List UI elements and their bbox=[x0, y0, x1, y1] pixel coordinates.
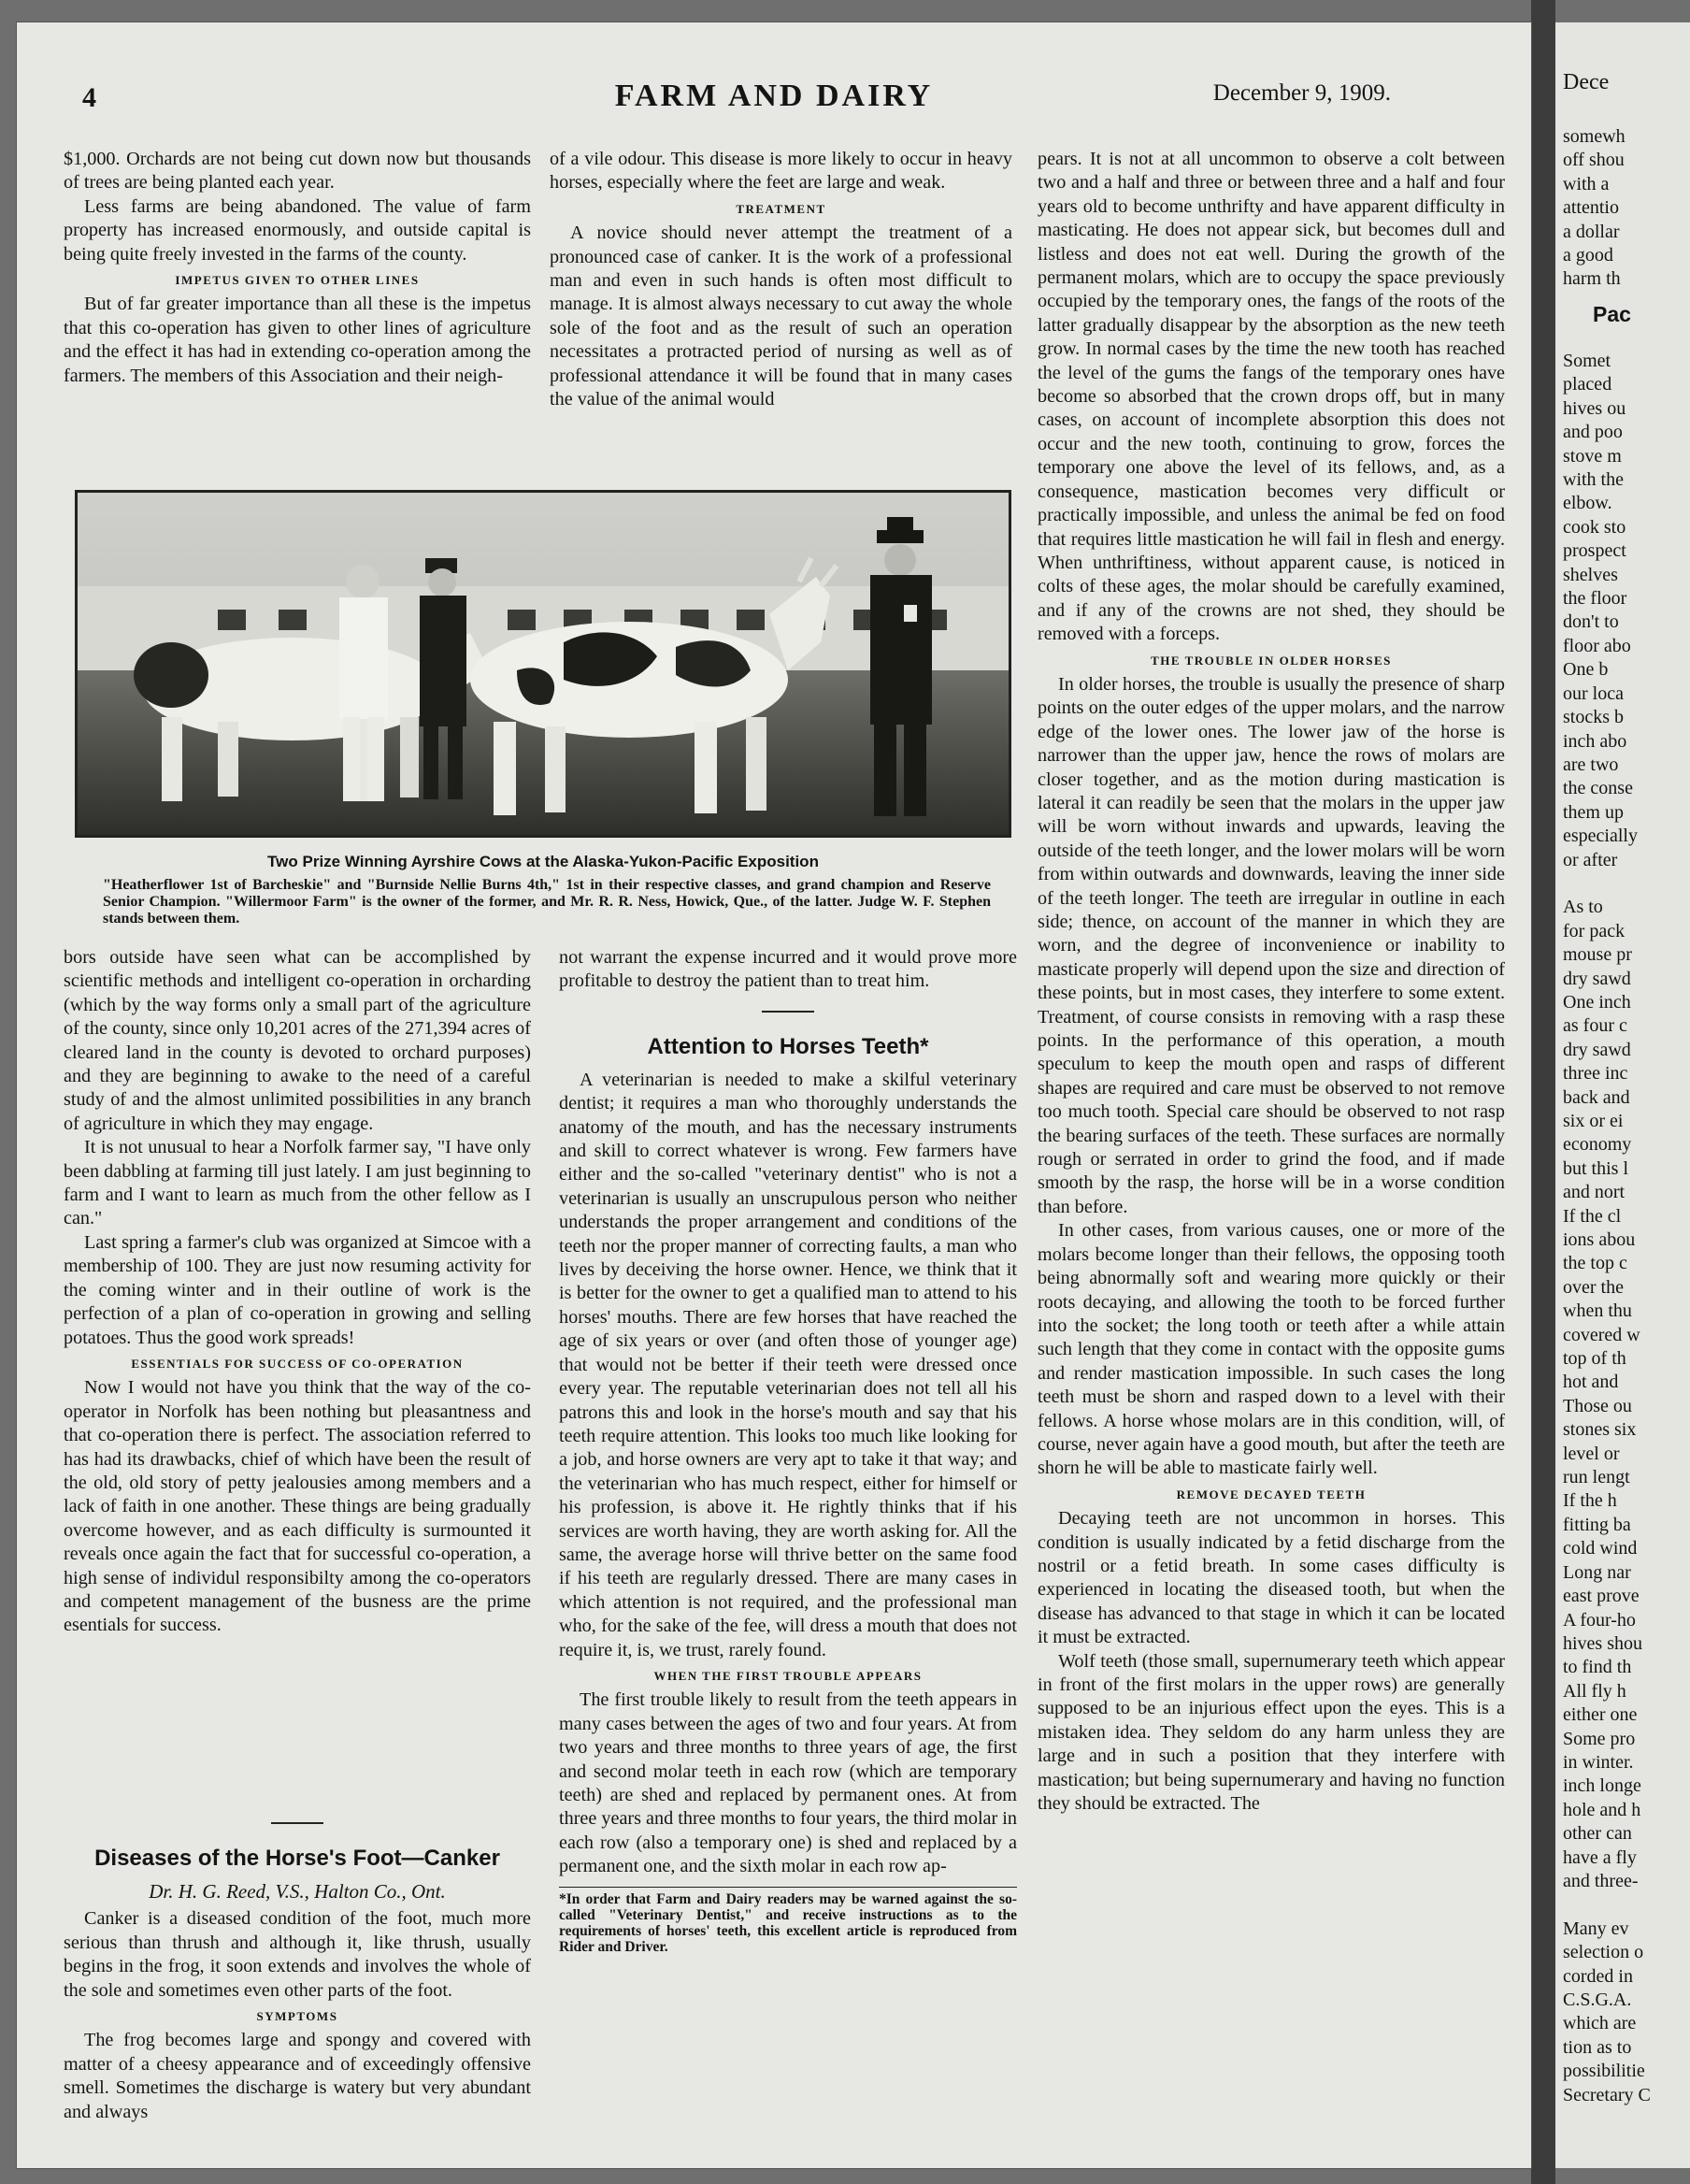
text-line: for pack bbox=[1563, 920, 1626, 941]
text-line: and three- bbox=[1563, 1870, 1639, 1891]
text-line: placed bbox=[1563, 374, 1612, 395]
issue-date: December 9, 1909. bbox=[1212, 80, 1391, 106]
paragraph: Decaying teeth are not uncommon in horses. This condition is usually indicated by a fetid discharge from the nostril or a fetid breath. In some cases difficulty is experienced in locating the diseased tooth, but when the disease has advanced to that stage in which it can be located it must be extracted. bbox=[1038, 1508, 1505, 1648]
text-line: economy bbox=[1563, 1134, 1632, 1156]
text-line: run lengt bbox=[1563, 1467, 1630, 1488]
paragraph: In older horses, the trouble is usually the presence of sharp points on the outer edges of the upper molars, and the narrow edge of the lower ones. The lower jaw of the horse is narrower than the upper jaw, hence the rows of molars are closer together, and as the motion during mastication is lateral it can readily be seen that the molars in the upper jaw will be worn without inwards and upwards, leaving the outside of the teeth longer, and the lower molars will be worn from within outwards and downwards, leaving the inner side of the teeth longer. The teeth are irregular in outline in each side; thence, on account of the manner in which they are worn, and the degree of inconvenience or inability to masticate properly will depend upon the size and direction of these points, but in most cases, they interfere to some extent. Treatment, of course consists in removing with a rasp these points. In the performance of this operation, a mouth speculum to keep the mouth open and rasps of different shapes are required and care must be observed to not remove too much tooth. Special care should be observed to not rasp the bearing surfaces of the teeth. These surfaces are normally rough or serrated in order to grind the food, and if made smooth by the rasp, the horse will be in a worse condition than before. bbox=[1038, 673, 1505, 1217]
text-line: shelves bbox=[1563, 564, 1618, 585]
paragraph: In other cases, from various causes, one or more of the molars become longer than their fellows, the opposing tooth being abnormally soft and wearing more quickly or their roots decaying, and allowing the tooth to be forced further into the socket; the long tooth or teeth after a while attain such length that they come in contact with the opposite gums and render mastication impossible. In such cases the long teeth must be shorn and rasped down to a level with their fellows. A horse whose molars are in this condition, will, of course, never again have a good mouth, but after the teeth are shorn he will be able to masticate fairly well. bbox=[1038, 1220, 1505, 1479]
text-line: somewh bbox=[1563, 126, 1626, 147]
text-line: other can bbox=[1563, 1823, 1632, 1845]
text-line: Those ou bbox=[1563, 1395, 1632, 1416]
text-line: If the h bbox=[1563, 1490, 1617, 1512]
text-line: either one bbox=[1563, 1704, 1638, 1726]
text-line: All fly h bbox=[1563, 1680, 1626, 1702]
text-line: One inch bbox=[1563, 991, 1631, 1013]
canker-article bbox=[64, 1822, 531, 2159]
cows-photograph bbox=[75, 490, 1011, 838]
text-line: tion as to bbox=[1563, 2036, 1632, 2058]
text-line: Secretary C bbox=[1563, 2084, 1651, 2105]
text-line: cold wind bbox=[1563, 1538, 1638, 1559]
book-gutter bbox=[1531, 0, 1555, 2184]
text-line: with the bbox=[1563, 469, 1624, 491]
text-line: inch abo bbox=[1563, 730, 1627, 752]
text-line: six or ei bbox=[1563, 1110, 1624, 1131]
text-line: in winter. bbox=[1563, 1751, 1634, 1773]
paragraph: Wolf teeth (those small, supernumerary teeth which appear in front of the first molars in the upper rows) are generally supposed to be an injurious effect upon the eyes. This is a mistaken idea. They seldom do any harm unless they are large and in such a position that they interfere with mastication; but being supernumerary and having no function they should be extracted. The bbox=[1038, 1650, 1505, 1815]
text-line: a good bbox=[1563, 245, 1613, 266]
text-line: possibilitie bbox=[1563, 2061, 1645, 2082]
subheading: SYMPTOMS bbox=[256, 2009, 338, 2024]
text-line: Some pro bbox=[1563, 1728, 1636, 1749]
article-divider bbox=[762, 1011, 814, 1013]
text-line: as four c bbox=[1563, 1015, 1627, 1037]
text-line: with a bbox=[1563, 173, 1610, 194]
paragraph: $1,000. Orchards are not being cut down now but thousands of trees are being planted each year. bbox=[64, 149, 531, 194]
article-divider bbox=[271, 1822, 323, 1824]
text-line: harm th bbox=[1563, 268, 1621, 290]
paragraph: pears. It is not at all uncommon to observe a colt between two and a half and three or between three and a half and four years old to become unthrifty and have apparent difficulty in masticating. He does not appear sick, but becomes dull and listless and does not eat well. During the growth of the permanent molars, which are to occupy the space previously occupied by the temporary ones, the fangs of the roots of the latter gradually disappear by the absorption as the new teeth grow. In normal cases by the time the new tooth has reached the level of the gums the fangs of the temporary ones have become so absorbed that the crown drops off, but in many cases, on account of incomplete absorption this does not occur and the new tooth, continuing to grow, forces the temporary one above the level of its fellows, and, as a consequence, mastication becomes very difficult or practically impossible, and unless the animal be fed on food that requires little mastication he will fail in flesh and energy. When unthriftiness, without apparent cause, is noticed in colts of these ages, the molar should be carefully examined, and if any of the crowns are not shed, they should be removed with a forceps. bbox=[1038, 149, 1505, 645]
text-line: mouse pr bbox=[1563, 944, 1632, 966]
adjacent-body-lines bbox=[1563, 350, 1651, 2107]
footnote-rule bbox=[559, 1887, 1017, 1888]
adjacent-page-fragment bbox=[1555, 22, 1690, 2168]
subheading: TREATMENT bbox=[736, 201, 826, 216]
text-line: the conse bbox=[1563, 778, 1633, 799]
text-line: and poo bbox=[1563, 422, 1623, 443]
text-line: Long nar bbox=[1563, 1561, 1631, 1583]
adjacent-top-lines bbox=[1563, 125, 1626, 292]
text-line: As to bbox=[1563, 897, 1603, 918]
page-header bbox=[82, 79, 1466, 116]
text-line: One b bbox=[1563, 659, 1609, 681]
text-line: hives shou bbox=[1563, 1632, 1642, 1654]
masthead: FARM AND DAIRY bbox=[614, 79, 934, 113]
paragraph: Now I would not have you think that the way of the co-operator in Norfolk has been nothing but pleasantness and that co-operation there is perfect. The association referred to has had its drawbacks, chief of which have been the result of the old, old story of petty jealousies among members and a lack of faith in one another. These things are being gradually overcome however, and as each difficulty is surmounted it reveals once again the fact that for successful co-operation, a high sense of individul responsibilty among the co-operators and competent management of the busness are the prime esentials for success. bbox=[64, 1377, 531, 1636]
text-line: dry sawd bbox=[1563, 1039, 1631, 1060]
text-line: east prove bbox=[1563, 1586, 1640, 1607]
text-line: ions abou bbox=[1563, 1229, 1636, 1251]
text-line: elbow. bbox=[1563, 493, 1612, 514]
paragraph: bors outside have seen what can be accomplished by scientific methods and intelligent co-operation in orcharding (which by the way forms only a small part of the agriculture of the county, since only 10,201 acres of the 271,394 acres of cleared land in the county is devoted to orchard purposes) and they are beginning to awake to the need of a careful study of and the almost unlimited possibilities in any branch of agriculture in which they may engage. bbox=[64, 947, 531, 1134]
subheading: ESSENTIALS FOR SUCCESS OF CO-OPERATION bbox=[131, 1356, 464, 1371]
footnote: *In order that Farm and Dairy readers may be warned against the so-called "Veterinary Dentist," and receive instructions as to the requirements of horses' teeth, this excellent article is reproduced from Rider and Driver. bbox=[559, 1890, 1017, 1955]
adjacent-page-date: Dece bbox=[1563, 70, 1610, 94]
text-line: don't to bbox=[1563, 611, 1619, 633]
text-line: to find th bbox=[1563, 1657, 1632, 1678]
text-line: top of th bbox=[1563, 1348, 1626, 1370]
text-line: over the bbox=[1563, 1276, 1624, 1298]
text-line: which are bbox=[1563, 2013, 1637, 2034]
text-line: Many ev bbox=[1563, 1918, 1629, 1939]
text-line: back and bbox=[1563, 1086, 1630, 1108]
text-line: three inc bbox=[1563, 1063, 1628, 1085]
teeth-headline: Attention to Horses Teeth* bbox=[647, 1033, 929, 1059]
paragraph: A veterinarian is needed to make a skilful veterinary dentist; it requires a man who thoroughly understands the anatomy of the mouth, and has the necessary instruments and skill to correct whatever is wrong. Few farmers have either and the so-called "veterinary dentist" who is not a veterinarian is usually an unscrupulous person who neither understands the proper arrangement and conditions of the teeth nor the proper manner of correcting faults, a man who lives by deceiving the horse owner. Hence, we think that it is better for the owner to get a qualified man to attend to his horses' mouths. There are few horses that have reached the age of six years or over (and often those of younger age) that would not be better if their teeth were dressed once every year. The reputable veterinarian does not tell all his patrons this and look in the horse's mouth and say that his teeth require attention. This looks too much like looking for a job, and horse owners are very apt to take it that way; and the veterinarian who has much respect, either for himself or his profession, is above it. He rightly thinks that if his services are worth having, they are worth asking for. All the same, the average horse will thrive better on the same food if his teeth are regularly dressed. There are many cases in which attention is not required, and the professional man who, for the sake of the fee, will dress a mouth that does not require it, is, we trust, rarely found. bbox=[559, 1069, 1017, 1660]
text-line: hole and h bbox=[1563, 1799, 1641, 1820]
text-line: them up bbox=[1563, 801, 1624, 823]
subheading: WHEN THE FIRST TROUBLE APPEARS bbox=[653, 1668, 923, 1683]
column-2-bottom bbox=[559, 946, 1017, 2152]
text-line: cook sto bbox=[1563, 516, 1626, 538]
photo-caption-title: Two Prize Winning Ayrshire Cows at the Alaska-Yukon-Pacific Exposition bbox=[267, 853, 819, 870]
paragraph: not warrant the expense incurred and it would prove more profitable to destroy the patient than to treat him. bbox=[559, 947, 1017, 992]
column-2-top bbox=[550, 148, 1012, 479]
text-line: level or bbox=[1563, 1443, 1620, 1464]
text-line: inch longe bbox=[1563, 1775, 1641, 1797]
text-line: hives ou bbox=[1563, 397, 1626, 419]
text-line: If the cl bbox=[1563, 1205, 1622, 1227]
text-line: fitting ba bbox=[1563, 1514, 1631, 1535]
text-line: are two bbox=[1563, 754, 1619, 775]
text-line: the floor bbox=[1563, 588, 1627, 610]
photo-caption: "Heatherflower 1st of Barcheskie" and "Burnside Nellie Burns 4th," 1st in their respective classes, and grand champion and Reserve Senior Champion. "Willermoor Farm" is the owner of the former, and Mr. R. R. Ness, Howick, Que., of the latter. Judge W. F. Stephen stands between them. bbox=[103, 877, 991, 927]
text-line: dry sawd bbox=[1563, 968, 1631, 989]
column-1-bottom bbox=[64, 946, 531, 1816]
text-line bbox=[1563, 872, 1651, 896]
column-1-top bbox=[64, 148, 531, 479]
subheading: REMOVE DECAYED TEETH bbox=[1176, 1487, 1367, 1502]
text-line: corded in bbox=[1563, 1965, 1633, 1987]
text-line: and nort bbox=[1563, 1182, 1626, 1203]
column-3 bbox=[1038, 148, 1505, 2158]
text-line: off shou bbox=[1563, 150, 1625, 171]
text-line: stones six bbox=[1563, 1419, 1637, 1441]
text-line: prospect bbox=[1563, 540, 1626, 562]
text-line bbox=[1563, 1893, 1651, 1917]
canker-headline: Diseases of the Horse's Foot—Canker bbox=[94, 1846, 500, 1871]
text-line: our loca bbox=[1563, 682, 1624, 704]
text-line: Somet bbox=[1563, 351, 1611, 371]
text-line: stove m bbox=[1563, 445, 1622, 467]
paragraph: Canker is a diseased condition of the foot, much more serious than thrush and although it, like thrush, usually begins in the frog, it soon extends and involves the whole of the sole and sometimes even other parts of the foot. bbox=[64, 1908, 531, 2001]
text-line: A four-ho bbox=[1563, 1609, 1636, 1631]
paragraph: The first trouble likely to result from the teeth appears in many cases between the ages of two and four years. At from two years and three months to three years of age, the first and second molar teeth in each row (which are temporary teeth) are shed and replaced by permanent ones. At from three years and three months to four years, the third molar in each row (also a temporary one) is shed and replaced by a permanent one, and the sixth molar in each row ap- bbox=[559, 1689, 1017, 1877]
text-line: C.S.G.A. bbox=[1563, 1990, 1632, 2010]
text-line: the top c bbox=[1563, 1253, 1627, 1274]
text-line: hot and bbox=[1563, 1372, 1619, 1393]
canker-byline: Dr. H. G. Reed, V.S., Halton Co., Ont. bbox=[149, 1880, 446, 1903]
text-line: floor abo bbox=[1563, 635, 1631, 656]
paragraph: A novice should never attempt the treatment of a pronounced case of canker. It is the work of a professional man and even in such hands is often most difficult to manage. It is almost always necessary to cut away the whole sole of the foot and as the result of such an operation necessitates a protracted period of nursing as well as of professional attendance it will be found that in many cases the value of the animal would bbox=[550, 223, 1012, 410]
text-line: a dollar bbox=[1563, 221, 1620, 242]
text-line: or after bbox=[1563, 849, 1618, 870]
text-line: attentio bbox=[1563, 197, 1619, 219]
paragraph: But of far greater importance than all these is the impetus that this co-operation has given to other lines of agriculture and the effect it has had in extending co-operation among the farmers. The members of this Association and their neigh- bbox=[64, 294, 531, 386]
text-line: especially bbox=[1563, 826, 1638, 847]
photo-illustration bbox=[78, 493, 1009, 835]
text-line: stocks b bbox=[1563, 707, 1624, 728]
paragraph: Last spring a farmer's club was organized at Simcoe with a membership of 100. They are just now resuming activity for the coming winter and in their outline of work is the perfection of a plan of co-operation in growing and selling potatoes. Thus the good work spreads! bbox=[64, 1231, 531, 1348]
subheading: THE TROUBLE IN OLDER HORSES bbox=[1151, 653, 1392, 668]
text-line: have a fly bbox=[1563, 1846, 1637, 1868]
text-line: covered w bbox=[1563, 1324, 1640, 1345]
paragraph: Less farms are being abandoned. The value of farm property has increased enormously, and outside capital is being quite freely invested in the farms of the county. bbox=[64, 195, 531, 265]
text-line: when thu bbox=[1563, 1300, 1632, 1322]
paragraph: It is not unusual to hear a Norfolk farmer say, "I have only been dabbling at farming till just lately. I am just beginning to farm and I want to learn as much from the other fellow as I can." bbox=[64, 1137, 531, 1229]
adjacent-headline: Pac bbox=[1593, 302, 1631, 326]
paragraph: of a vile odour. This disease is more likely to occur in heavy horses, especially where the feet are large and weak. bbox=[550, 149, 1012, 194]
newspaper-page bbox=[17, 22, 1531, 2168]
paragraph: The frog becomes large and spongy and covered with matter of a cheesy appearance and of exceedingly offensive smell. Sometimes the discharge is watery but very abundant and always bbox=[64, 2030, 531, 2122]
page-number: 4 bbox=[82, 82, 96, 113]
text-line: selection o bbox=[1563, 1942, 1644, 1963]
subheading: IMPETUS GIVEN TO OTHER LINES bbox=[175, 273, 420, 288]
text-line: but this l bbox=[1563, 1157, 1629, 1179]
